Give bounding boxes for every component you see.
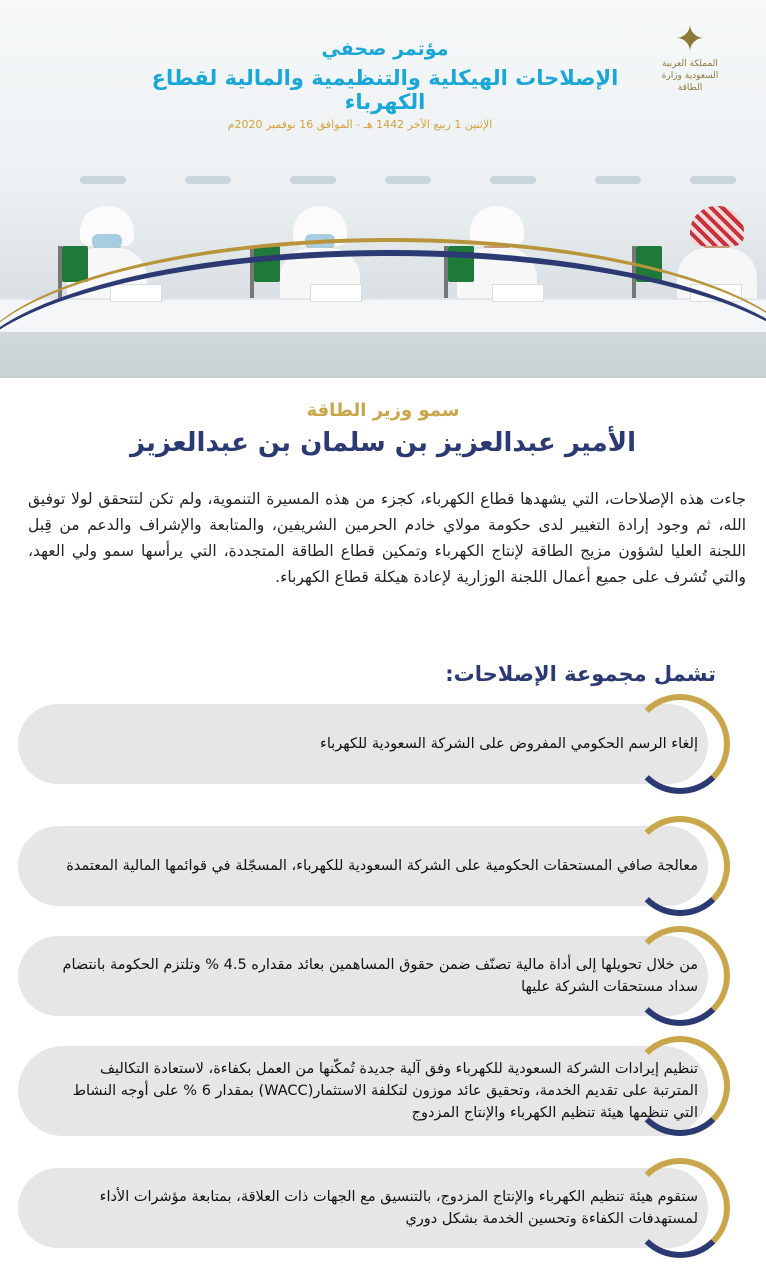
logo-icon xyxy=(185,176,231,184)
intro-paragraph: جاءت هذه الإصلاحات، التي يشهدها قطاع الكهرباء، كجزء من هذه المسيرة التنموية، ولم تكن لتتحقق لولا توفيق الله، ثم وجود إرادة التغيير لدى حكومة مولاي خادم الحرمين الشريفين، والمتابعة والإشراف والدعم من قِبل اللجنة العليا لشؤون مزيج الطاقة لإنتاج الكهرباء وتمكين قطاع الطاقة المتجددة، التي يرأسها سمو ولي العهد، والتي تُشرف على جميع أعمال اللجنة الوزارية لإعادة هيكلة قطاع الكهرباء. xyxy=(28,490,746,586)
reform-item xyxy=(18,936,730,1016)
logo-icon xyxy=(690,176,736,184)
reforms-title: تشمل مجموعة الإصلاحات: xyxy=(445,662,716,686)
logo-icon xyxy=(595,176,641,184)
reform-item xyxy=(18,704,730,784)
reform-text: ستقوم هيئة تنظيم الكهرباء والإنتاج المزدوج، بالتنسيق مع الجهات ذات العلاقة، بمتابعة مؤشرات الأداء لمستهدفات الكفاءة وتحسين الخدمة بشكل دوري xyxy=(99,1189,698,1227)
reform-text: من خلال تحويلها إلى أداة مالية تصنّف ضمن حقوق المساهمين بعائد مقداره 4.5 % وتلتزم الحكومة بانتضام سداد مستحقات الشركة عليها xyxy=(62,957,698,995)
conference-label: مؤتمر صحفي xyxy=(321,38,449,60)
speaker-name: الأمير عبدالعزيز بن سلمان بن عبدالعزيز xyxy=(129,428,636,458)
ministry-emblem xyxy=(655,19,725,94)
speaker-role: سمو وزير الطاقة xyxy=(306,400,460,421)
conference-title: الإصلاحات الهيكلية والتنظيمية والمالية لقطاع الكهرباء xyxy=(151,66,619,114)
logo-icon xyxy=(490,176,536,184)
reform-text: إلغاء الرسم الحكومي المفروض على الشركة السعودية للكهرباء xyxy=(320,736,698,752)
conference-banner xyxy=(150,38,620,114)
reform-item xyxy=(18,1046,730,1136)
reform-text: تنظيم إيرادات الشركة السعودية للكهرباء وفق آلية جديدة تُمكّنها من العمل بكفاءة، لاستعادة التكاليف المترتبة على تقديم الخدمة، وتحقيق عائد موزون لتكلفة الاستثمار(WACC) بمقدار 6 % على أوجه النشاط التي تنظمها هيئة تنظيم الكهرباء والإنتاج المزدوج xyxy=(72,1061,698,1121)
emblem-text: المملكة العربية السعودية وزارة الطاقة xyxy=(661,59,719,93)
hero-photo xyxy=(0,0,766,378)
logo-icon xyxy=(80,176,126,184)
logo-icon xyxy=(385,176,431,184)
logo-icon xyxy=(290,176,336,184)
palm-swords-icon: ✦ xyxy=(674,19,706,60)
reform-text: معالجة صافي المستحقات الحكومية على الشركة السعودية للكهرباء، المسجّلة في قوائمها المالية المعتمدة xyxy=(66,858,698,874)
reform-item xyxy=(18,826,730,906)
conference-date: الإثنين 1 ربيع الآخر 1442 هـ - الموافق 16 نوفمبر 2020م xyxy=(227,118,493,131)
sponsor-logos xyxy=(0,176,766,196)
reform-item xyxy=(18,1168,730,1248)
